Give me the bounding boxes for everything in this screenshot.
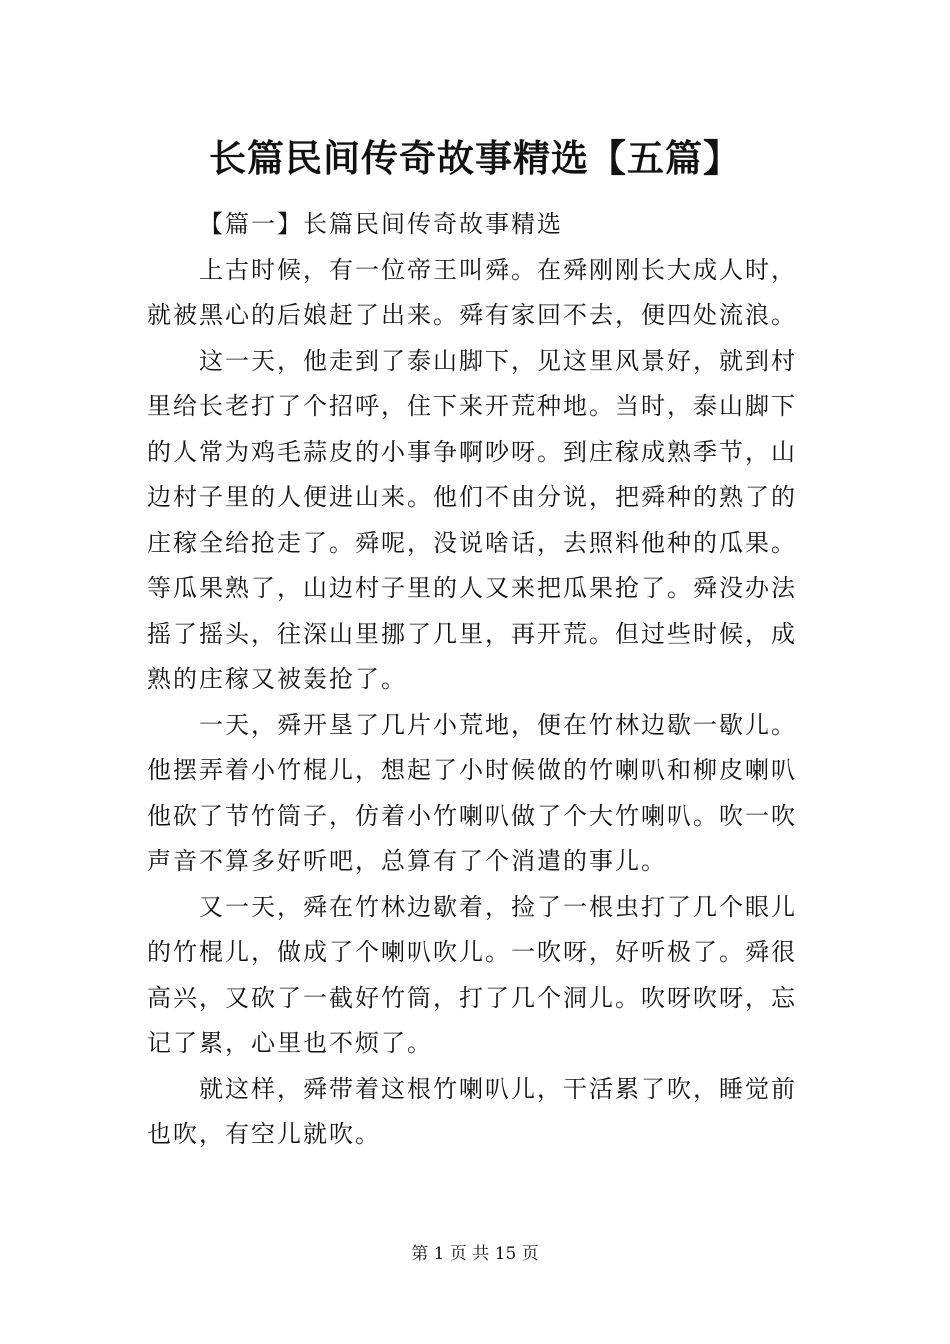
text-line: 熟的庄稼又被轰抢了。: [147, 665, 407, 693]
text-line: 这一天，他走到了泰山脚下，见这里风景好，就到村: [199, 346, 797, 375]
text-line: 他砍了节竹筒子，仿着小竹喇叭做了个大竹喇叭。吹一吹: [147, 801, 797, 830]
text-line: 庄稼全给抢走了。舜呢，没说啥话，去照料他种的瓜果。: [147, 528, 797, 557]
text-line: 边村子里的人便进山来。他们不由分说，把舜种的熟了的: [147, 483, 797, 511]
page-number-footer: 第 1 页 共 15 页: [411, 1244, 539, 1264]
text-line: 摇了摇头，往深山里挪了几里，再开荒。但过些时候，成: [147, 619, 797, 648]
text-line: 记了累，心里也不烦了。: [147, 1029, 433, 1057]
paragraph-2: [147, 339, 805, 703]
text-line: 【篇一】长篇民间传奇故事精选: [199, 210, 563, 238]
text-line: 高兴，又砍了一截好竹筒，打了几个洞儿。吹呀吹呀，忘: [147, 983, 797, 1012]
text-line: 上古时候，有一位帝王叫舜。在舜刚刚长大成人时，: [199, 255, 797, 284]
text-line: 又一天，舜在竹林边歇着，捡了一根虫打了几个眼儿: [199, 892, 797, 921]
document-title: 长篇民间传奇故事精选【五篇】: [209, 136, 741, 180]
document-body: [147, 202, 805, 1158]
paragraph-3: [147, 703, 805, 885]
text-line: 他摆弄着小竹棍儿，想起了小时候做的竹喇叭和柳皮喇叭: [147, 756, 797, 784]
text-line: 也吹，有空儿就吹。: [147, 1120, 381, 1148]
text-line: 里给长老打了个招呼，住下来开荒种地。当时，泰山脚下: [147, 392, 797, 420]
text-line: 就这样，舜带着这根竹喇叭儿，干活累了吹，睡觉前: [199, 1074, 797, 1103]
text-line: 的竹棍儿，做成了个喇叭吹儿。一吹呀，好听极了。舜很: [147, 938, 797, 966]
paragraph-4: [147, 885, 805, 1067]
paragraph-1: [147, 248, 805, 339]
section-heading: [147, 202, 805, 248]
text-line: 一天，舜开垦了几片小荒地，便在竹林边歇一歇儿。: [199, 710, 797, 739]
paragraph-5: [147, 1067, 805, 1158]
text-line: 声音不算多好听吧，总算有了个消遣的事儿。: [147, 847, 667, 875]
text-line: 的人常为鸡毛蒜皮的小事争啊吵呀。到庄稼成熟季节，山: [147, 437, 797, 466]
text-line: 就被黑心的后娘赶了出来。舜有家回不去，便四处流浪。: [147, 301, 797, 329]
text-line: 等瓜果熟了，山边村子里的人又来把瓜果抢了。舜没办法: [147, 574, 797, 602]
